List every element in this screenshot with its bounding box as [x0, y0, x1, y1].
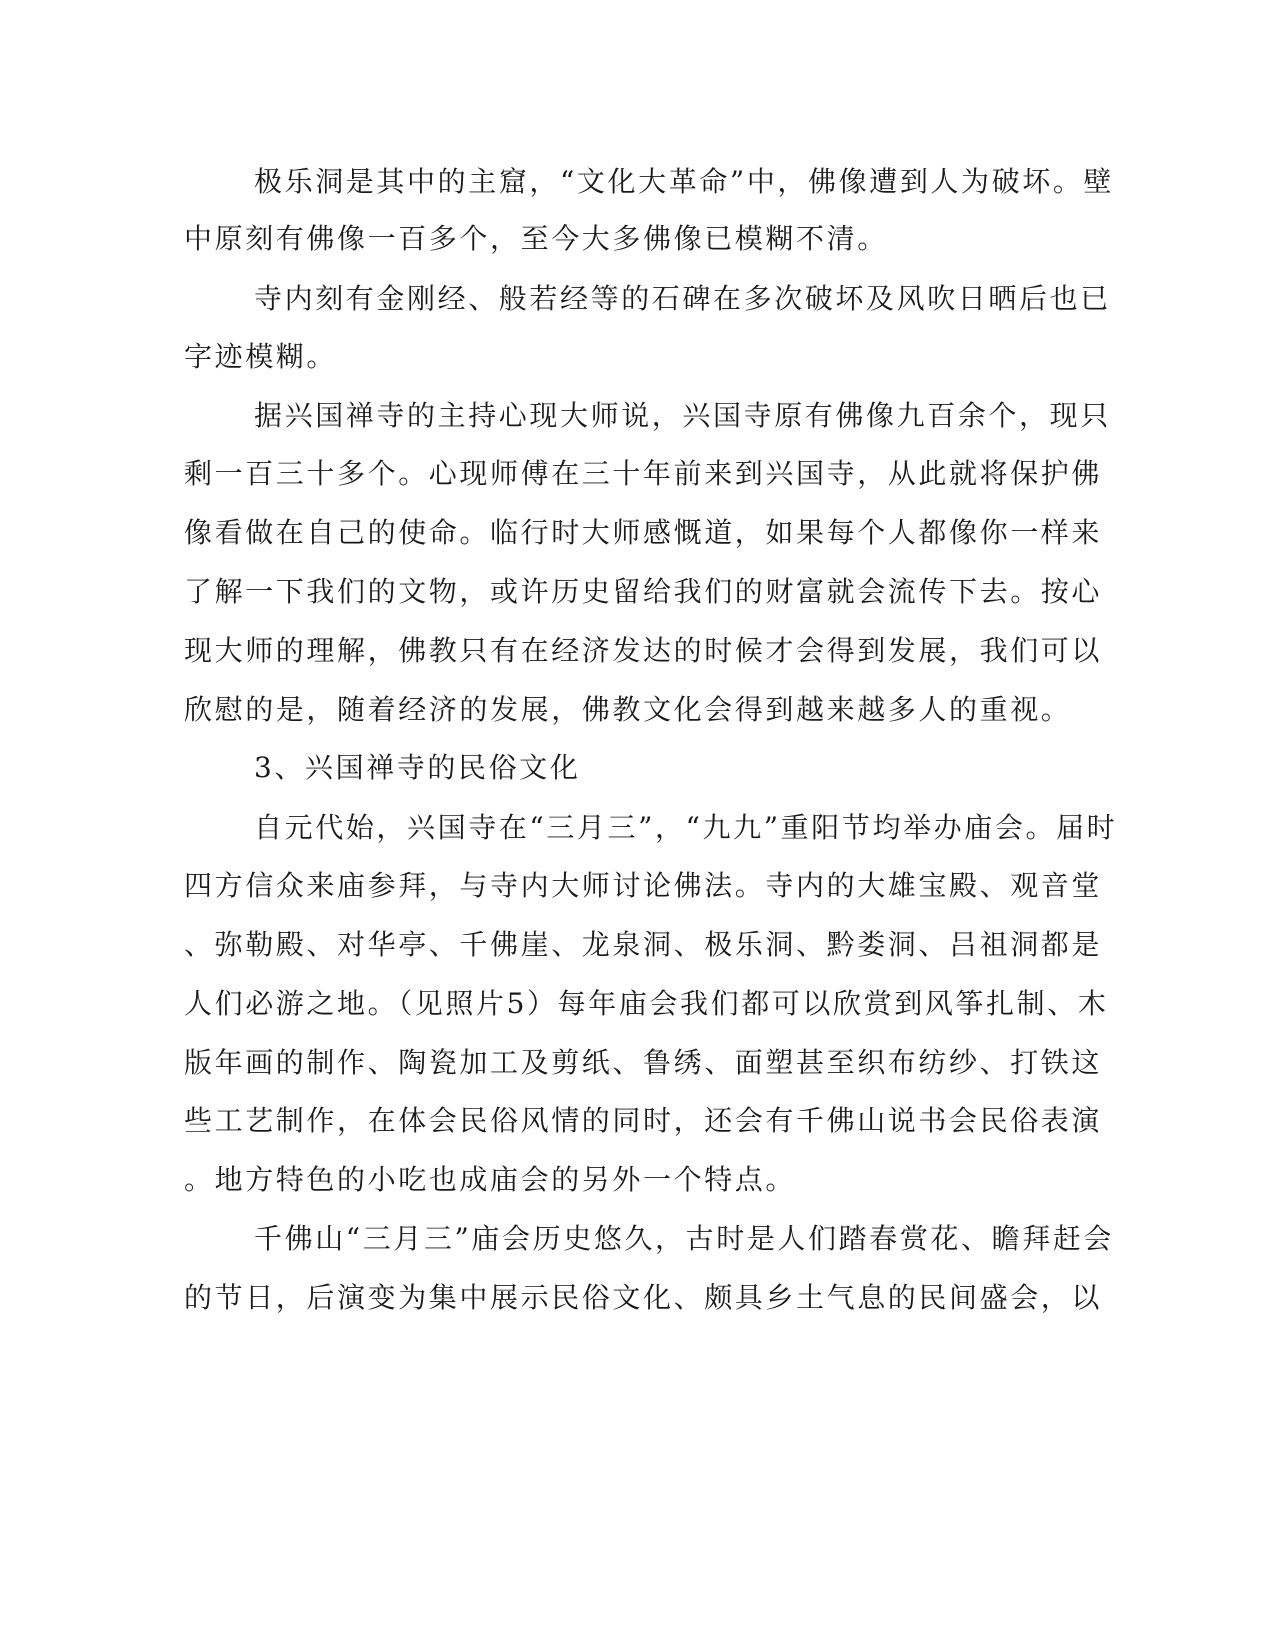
paragraph-line: 据兴国禅寺的主持心现大师说，兴国寺原有佛像九百余个，现只 — [254, 399, 1111, 432]
paragraph-line: 剩一百三十多个。心现师傅在三十年前来到兴国寺，从此就将保护佛 — [184, 457, 1103, 490]
section-heading: 3、兴国禅寺的民俗文化 — [254, 751, 581, 784]
paragraph-line: 中原刻有佛像一百多个，至今大多佛像已模糊不清。 — [184, 222, 888, 255]
paragraph-line: 了解一下我们的文物，或许历史留给我们的财富就会流传下去。按心 — [184, 575, 1103, 608]
paragraph-line: 人们必游之地。（见照片5）每年庙会我们都可以欣赏到风筝扎制、木 — [184, 987, 1109, 1020]
paragraph-line: 自元代始，兴国寺在“三月三”，“九九”重阳节均举办庙会。届时 — [254, 811, 1118, 844]
paragraph-line: 像看做在自己的使命。临行时大师感慨道，如果每个人都像你一样来 — [184, 516, 1103, 549]
paragraph-line: 字迹模糊。 — [184, 340, 338, 373]
paragraph-line: 、弥勒殿、对华亭、千佛崖、龙泉洞、极乐洞、黔娄洞、吕祖洞都是 — [184, 928, 1103, 961]
paragraph-line: 欣慰的是，随着经济的发展，佛教文化会得到越来越多人的重视。 — [184, 693, 1072, 726]
paragraph-line: 寺内刻有金刚经、般若经等的石碑在多次破坏及风吹日晒后也已 — [254, 282, 1111, 315]
paragraph-line: 的节日，后演变为集中展示民俗文化、颇具乡土气息的民间盛会，以 — [184, 1281, 1103, 1314]
paragraph-line: 现大师的理解，佛教只有在经济发达的时候才会得到发展，我们可以 — [184, 634, 1103, 667]
paragraph-line: 些工艺制作，在体会民俗风情的同时，还会有千佛山说书会民俗表演 — [184, 1104, 1103, 1137]
paragraph-line: 版年画的制作、陶瓷加工及剪纸、鲁绣、面塑甚至织布纺纱、打铁这 — [184, 1046, 1103, 1079]
paragraph-line: 千佛山“三月三”庙会历史悠久，古时是人们踏春赏花、瞻拜赶会 — [254, 1222, 1115, 1255]
paragraph-line: 极乐洞是其中的主窟，“文化大革命”中，佛像遭到人为破坏。壁 — [254, 165, 1115, 198]
paragraph-line: 。地方特色的小吃也成庙会的另外一个特点。 — [184, 1163, 797, 1196]
paragraph-line: 四方信众来庙参拜，与寺内大师讨论佛法。寺内的大雄宝殿、观音堂 — [184, 869, 1103, 902]
